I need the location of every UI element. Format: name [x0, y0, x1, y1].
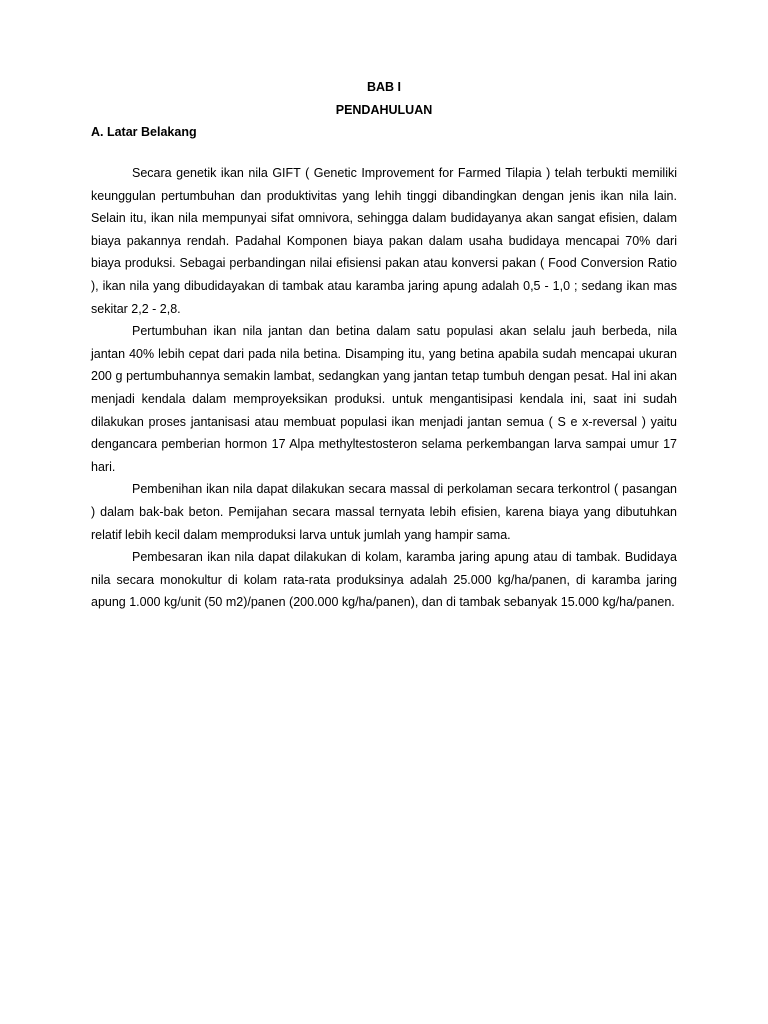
chapter-title: PENDAHULUAN: [335, 103, 433, 117]
chapter-number: BAB I: [366, 80, 402, 94]
paragraph: Pembenihan ikan nila dapat dilakukan secara massal di perkolaman secara terkontrol ( pasangan ) dalam bak-bak beton. Pemijahan secara massal ternyata lebih efisien, karena biaya yang dibutuhkan relatif lebih kecil dalam memproduksi larva untuk jumlah yang hampir sama.: [91, 482, 677, 542]
section-heading: A. Latar Belakang: [91, 125, 197, 139]
paragraph: Pembesaran ikan nila dapat dilakukan di kolam, karamba jaring apung atau di tambak. Budidaya nila secara monokultur di kolam rata-rata produksinya adalah 25.000 kg/ha/panen, di karamba jaring apung 1.000 kg/unit (50 m2)/panen (200.000 kg/ha/panen), dan di tambak sebanyak 15.000 kg/ha/panen.: [91, 550, 677, 610]
paragraph: Pertumbuhan ikan nila jantan dan betina dalam satu populasi akan selalu jauh berbeda, nila jantan 40% lebih cepat dari pada nila betina. Disamping itu, yang betina apabila sudah mencapai ukuran 200 g pertumbuhannya semakin lambat, sedangkan yang jantan tetap tumbuh dengan pesat. Hal ini akan menjadi kendala dalam memproyeksikan produksi. untuk mengantisipasi kendala ini, saat ini sudah dilakukan proses jantanisasi atau membuat populasi ikan menjadi jantan semua ( S e x-reversal ) yaitu dengancara pemberian hormon 17 Alpa methyltestosteron selama perkembangan larva sampai umur 17 hari.: [91, 324, 677, 474]
body-text: [91, 162, 677, 614]
paragraph: Secara genetik ikan nila GIFT ( Genetic Improvement for Farmed Tilapia ) telah terbukti memiliki keunggulan pertumbuhan dan produktivitas yang lehih tinggi dibandingkan dengan jenis ikan nila lain. Selain itu, ikan nila mempunyai sifat omnivora, sehingga dalam budidayanya akan sangat efisien, dalam biaya pakannya rendah. Padahal Komponen biaya pakan dalam usaha budidaya mencapai 70% dari biaya produksi. Sebagai perbandingan nilai efisiensi pakan atau konversi pakan ( Food Conversion Ratio ), ikan nila yang dibudidayakan di tambak atau karamba jaring apung adalah 0,5 - 1,0 ; sedang ikan mas sekitar 2,2 - 2,8.: [91, 166, 677, 316]
